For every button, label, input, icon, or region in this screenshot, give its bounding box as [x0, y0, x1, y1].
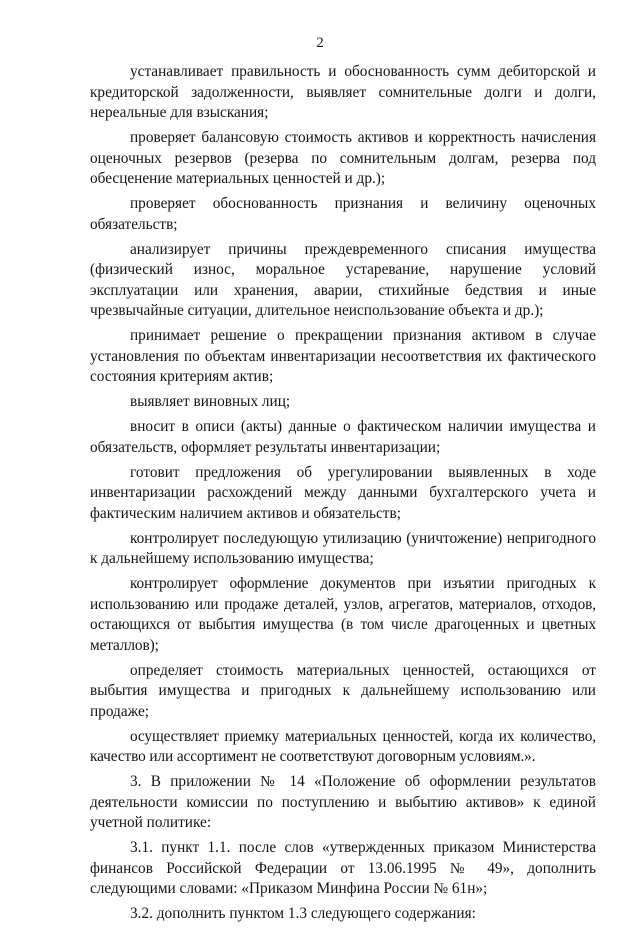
page-number: 2 [316, 35, 324, 51]
paragraph-acceptance: осуществляет приемку материальных ценностей, когда их количество, качество или ассортимент не соответствуют договорным условиям.». [90, 727, 596, 765]
paragraph-documents-control: контролирует оформление документов при изъятии пригодных к использованию или продаже деталей, узлов, агрегатов, материалов, отходов, остающихся от выбытия имущества (в том числе драгоценных и цветных металлов); [90, 575, 596, 654]
paragraph-inventory-records: вносит в описи (акты) данные о фактическом наличии имущества и обязательств, оформляет результаты инвентаризации; [90, 418, 596, 456]
paragraph-item-3-1: 3.1. пункт 1.1. после слов «утвержденных приказом Министерства финансов Российской Федерации от 13.06.1995 № 49», дополнить следующими словами: «Приказом Минфина России № 61н»; [90, 839, 596, 897]
paragraph-balance-value-check: проверяет балансовую стоимость активов и корректность начисления оценочных резервов (резерва по сомнительным долгам, резерва под обесценение материальных ценностей и др.); [90, 129, 596, 187]
document-body [90, 62, 596, 929]
paragraph-write-off-analysis: анализирует причины преждевременного списания имущества (физический износ, моральное устаревание, нарушение условий эксплуатации или хранения, аварии, стихийные бедствия и иные чрезвычайные ситуации, длительное неиспользование объекта и др.); [90, 240, 596, 319]
paragraph-derecognition-decision: принимает решение о прекращении признания активом в случае установления по объектам инвентаризации несоответствия их фактического состояния критериям актив; [90, 327, 596, 385]
paragraph-item-3-2: 3.2. дополнить пунктом 1.3 следующего содержания: [130, 905, 476, 922]
paragraph-appendix-14: 3. В приложении № 14 «Положение об оформлении результатов деятельности комиссии по поступлению и выбытию активов» к единой учетной политике: [90, 773, 596, 831]
paragraph-receivables-check: устанавливает правильность и обоснованность сумм дебиторской и кредиторской задолженности, выявляет сомнительные долги и долги, нереальные для взыскания; [90, 63, 596, 121]
paragraph-identify-responsible: выявляет виновных лиц; [130, 393, 291, 410]
paragraph-value-determination: определяет стоимость материальных ценностей, остающихся от выбытия имущества и пригодных к дальнейшему использованию или продаже; [90, 661, 596, 720]
paragraph-disposal-control: контролирует последующую утилизацию (уничтожение) непригодного к дальнейшему использованию имущества; [90, 529, 596, 567]
paragraph-discrepancy-proposals: готовит предложения об урегулировании выявленных в ходе инвентаризации расхождений между данными бухгалтерского учета и фактическим наличием активов и обязательств; [90, 463, 596, 522]
paragraph-estimated-liabilities: проверяет обоснованность признания и величину оценочных обязательств; [90, 195, 596, 233]
